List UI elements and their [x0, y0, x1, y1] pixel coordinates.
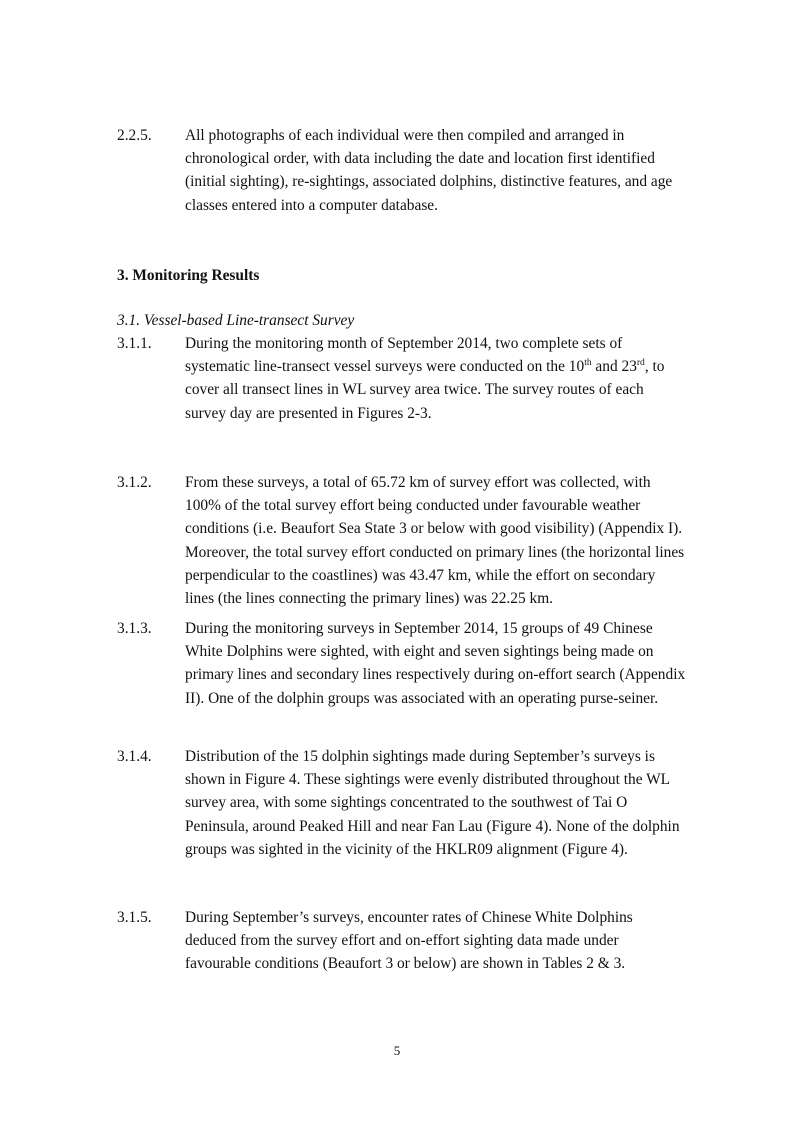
paragraph-number: 3.1.4.: [117, 748, 152, 765]
paragraph-text: [185, 332, 687, 425]
paragraph-text: All photographs of each individual were then compiled and arranged in chronological order, with data including the date and location first identified (initial sighting), re-sightings, associated dolphins, distinctive features, and age classes entered into a computer database.: [185, 127, 673, 214]
paragraph-3-1-2: [117, 471, 687, 610]
paragraph-number: 3.1.5.: [117, 909, 152, 926]
paragraph-text: Distribution of the 15 dolphin sightings made during September’s surveys is shown in Figure 4. These sightings were evenly distributed throughout the WL survey area, with some sightings concentrated to the southwest of Tai O Peninsula, around Peaked Hill and near Fan Lau (Figure 4). None of the dolphin groups was sighted in the vicinity of the HKLR09 alignment (Figure 4).: [185, 748, 680, 858]
paragraph-number: 2.2.5.: [117, 127, 152, 144]
superscript: rd: [636, 358, 645, 369]
paragraph-text: During September’s surveys, encounter rates of Chinese White Dolphins deduced from the survey effort and on-effort sighting data made under favourable conditions (Beaufort 3 or below) are shown in Tables 2 & 3.: [185, 909, 633, 973]
paragraph-text: From these surveys, a total of 65.72 km of survey effort was collected, with 100% of the total survey effort being conducted under favourable weather conditions (i.e. Beaufort Sea State 3 or below with good visibility) (Appendix I). Moreover, the total survey effort conducted on primary lines (the horizontal lines perpendicular to the coastlines) was 43.47 km, while the effort on secondary lines (the lines connecting the primary lines) was 22.25 km.: [185, 474, 685, 608]
paragraph-text-part: During the monitoring month of September 2014, two complete sets of systematic line-transect vessel surveys were conducted on the 10: [185, 335, 623, 376]
paragraph-number: 3.1.3.: [117, 620, 152, 637]
page-number: 5: [393, 1043, 401, 1058]
paragraph-number: 3.1.2.: [117, 474, 152, 491]
paragraph-3-1-5: [117, 906, 687, 976]
paragraph-number: 3.1.1.: [117, 335, 152, 352]
paragraph-text: During the monitoring surveys in September 2014, 15 groups of 49 Chinese White Dolphins were sighted, with eight and seven sightings being made on primary lines and secondary lines respectively during on-effort search (Appendix II). One of the dolphin groups was associated with an operating purse-seiner.: [185, 620, 686, 707]
subsection-heading: 3.1. Vessel-based Line-transect Survey: [117, 312, 355, 329]
section-heading: 3. Monitoring Results: [117, 267, 260, 284]
paragraph-3-1-4: [117, 745, 687, 861]
paragraph-3-1-3: [117, 617, 687, 710]
superscript: th: [584, 358, 592, 369]
paragraph-3-1-1: [117, 332, 687, 425]
paragraph-text-part: , to cover all transect lines in WL survey area twice. The survey routes of each survey day are presented in Figures 2-3.: [185, 358, 665, 422]
paragraph-text-part: and 23: [591, 358, 637, 376]
paragraph-2-2-5: [117, 124, 687, 217]
